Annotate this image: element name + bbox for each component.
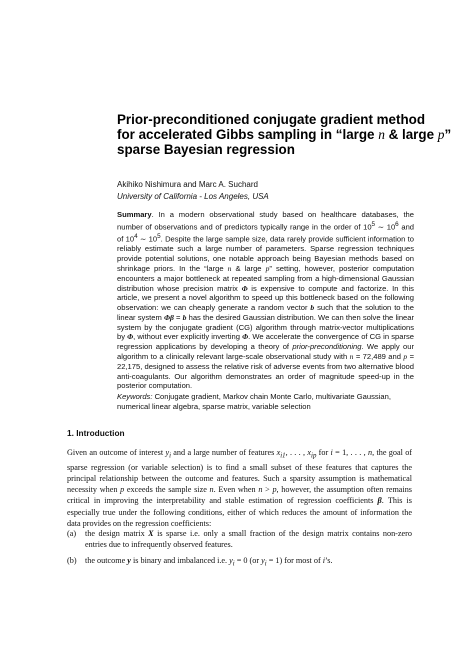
abstract-text: , without ever explicitly inverting <box>133 332 243 342</box>
abstract-text: . Despite the large sample size, data rarely provide sufficient information to reliably estimate such a large number of parameters. Sparse regression techniques provide potential solutions, one notable approach being Bayesian methods based on shrinkage priors. In the “large <box>117 234 414 273</box>
math-subscript: i <box>264 561 267 569</box>
body-text: = 0 (or <box>234 556 262 566</box>
math-symbol: p <box>265 263 270 273</box>
exponent: 5 <box>371 220 376 228</box>
abstract-text: . In a modern observational study based on healthcare databases, the number of observations and of predictors typically range in the order of 10 <box>117 210 414 232</box>
abstract-text: . We accelerate the convergence of CG in sparse regression applications by developing a theory of <box>117 332 414 352</box>
math-symbol: X <box>148 529 154 538</box>
math-symbol: y <box>229 556 233 566</box>
abstract-text: and of 10 <box>117 222 415 244</box>
math-symbol: n <box>258 485 263 495</box>
keywords-text: Conjugate gradient, Markov chain Monte Carlo, multivariate Gaussian, numerical linear algebra, sparse matrix, variable selection <box>117 392 391 411</box>
abstract-text: & large <box>231 263 266 273</box>
body-text: exceeds the sample size <box>124 485 210 495</box>
body-text: = 1) for most of <box>266 556 323 566</box>
body-text: Given an outcome of interest <box>67 448 166 457</box>
body-text: , . . . , <box>285 448 308 457</box>
list-item-text <box>85 528 412 550</box>
body-text: , however, the assumption often remains critical in improving the interpretability and stable estimation of regression coefficients <box>67 485 412 506</box>
exponent: 6 <box>395 220 399 228</box>
body-text: , the goal of sparse regression (or variable selection) is to find a small subset of these features that captures the principal relationship between the outcome and features. Such a sparsity assumption is mathematical necessity when <box>67 448 413 495</box>
exponent: 4 <box>134 233 138 241</box>
math-subscript: i <box>232 561 235 569</box>
abstract-text: ∼ 10 <box>137 234 158 244</box>
body-text: . Even when <box>213 485 259 495</box>
emphasis: prior-preconditioning <box>292 342 362 352</box>
abstract-text: is expensive to compute and factorize. In this article, we present a novel algorithm to speed up this bottleneck based on the following observation: we can cheaply generate a random vector <box>117 283 414 313</box>
math-symbol: n <box>209 485 214 495</box>
math-symbol: i <box>322 556 325 566</box>
body-text: > <box>262 485 273 495</box>
math-symbol: p <box>120 485 125 495</box>
abstract-text: = <box>173 312 183 322</box>
paper-title <box>117 112 452 158</box>
abstract-text: ∼ 10 <box>375 222 396 232</box>
condition-list <box>67 528 412 570</box>
abstract-text: such that the solution to the linear system <box>117 303 414 322</box>
math-symbol: b <box>310 303 315 313</box>
math-subscript: ip <box>311 452 317 460</box>
math-symbol: y <box>165 448 170 457</box>
title-math-n: n <box>378 127 385 143</box>
math-symbol: x <box>276 448 281 457</box>
exponent: 5 <box>157 233 161 241</box>
body-text: for <box>316 448 331 457</box>
body-text: . This is especially true under the following conditions, either of which reduces the amount of information the data provides on the regression coefficients: <box>67 496 412 528</box>
abstract-text: = 72,489 and <box>353 352 404 361</box>
abstract-text: . We apply our algorithm to a clinically relevant large-scale observational study with <box>117 342 414 361</box>
title-math-p: p <box>437 127 445 143</box>
abstract-text: = 22,175, designed to assess the relative risk of adverse events from two alternative blood anti-coagulants. Our algorithm demonstrates an order of magnitude speed-up in the posterior computation. <box>117 352 415 391</box>
body-text: the outcome <box>85 556 128 566</box>
math-symbol: p <box>403 352 408 361</box>
body-text: is binary and imbalanced i.e. <box>130 556 230 566</box>
abstract-text: ” setting, however, posterior computation encounters a major bottleneck at repeated sampling from a high-dimensional Gaussian distribution whose precision matrix <box>117 263 414 293</box>
math-symbol: p <box>272 485 277 495</box>
title-text: ” <box>444 127 452 143</box>
body-text: is sparse i.e. only a small fraction of the design matrix contains non-zero entries due to infrequently observed features. <box>85 529 412 550</box>
body-text: and a large number of features <box>170 448 277 457</box>
math-symbol: Φ <box>163 312 170 322</box>
abstract-label: Summary <box>117 210 152 219</box>
math-symbol: n <box>227 263 232 273</box>
list-item-text <box>85 555 412 570</box>
list-item-label: (a) <box>67 529 77 538</box>
body-text: the design matrix <box>85 529 149 538</box>
abstract <box>117 210 414 391</box>
math-symbol: x <box>307 448 312 457</box>
math-subscript: i <box>169 452 171 460</box>
section-heading: 1. Introduction <box>67 428 125 438</box>
affiliation: University of California - Los Angeles, USA <box>117 192 269 201</box>
authors: Akihiko Nishimura and Marc A. Suchard <box>117 180 258 189</box>
math-symbol: n <box>349 352 354 361</box>
math-symbol: b <box>182 312 187 322</box>
body-text: = 1, . . . , <box>332 448 368 457</box>
math-subscript: i1 <box>280 452 286 460</box>
math-symbol: y <box>127 556 131 566</box>
title-line-1: Prior-preconditioned conjugate gradient method <box>117 112 425 127</box>
math-symbol: Φ <box>241 283 248 293</box>
list-item-label: (b) <box>67 556 77 566</box>
math-symbol: n <box>368 448 373 457</box>
math-symbol: β <box>169 312 174 322</box>
list-item <box>67 528 412 550</box>
title-line-3: sparse Bayesian regression <box>117 142 295 158</box>
math-symbol: Φ <box>242 332 249 342</box>
math-symbol: y <box>261 556 265 566</box>
math-symbol: Φ <box>127 332 134 342</box>
math-symbol: i <box>330 448 333 457</box>
keywords <box>117 392 414 412</box>
title-line-2 <box>117 127 452 143</box>
title-text: for accelerated Gibbs sampling in “large <box>117 127 379 143</box>
intro-paragraph <box>67 447 412 529</box>
keywords-label: Keywords: <box>117 392 153 401</box>
body-text: ’s. <box>325 556 333 566</box>
title-text: & large <box>384 127 438 143</box>
abstract-text: has the desired Gaussian distribution. We can then solve the linear system by the conjugate gradient (CG) algorithm through matrix-vector multiplications by <box>117 312 415 342</box>
list-item <box>67 555 412 570</box>
math-symbol: β <box>377 496 382 506</box>
